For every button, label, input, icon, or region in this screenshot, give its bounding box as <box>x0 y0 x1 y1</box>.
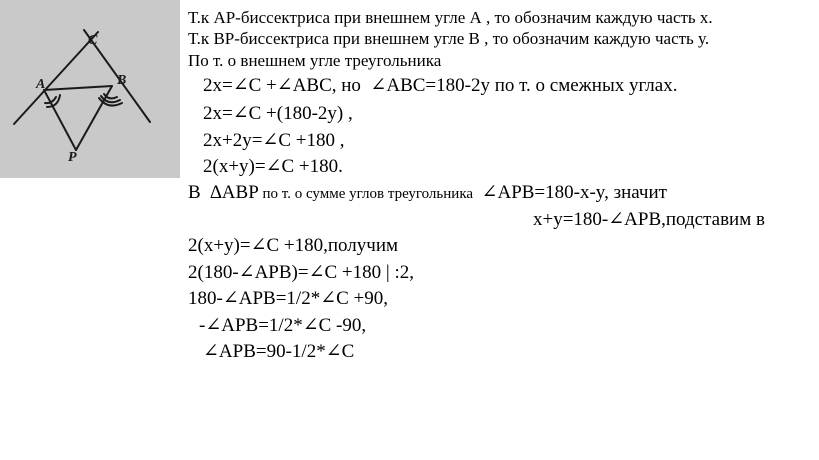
text-line-8-formula: ∠APB=180-x-y, значит <box>476 182 667 203</box>
text-line-12: 180-∠APB=1/2*∠C +90, <box>188 288 389 309</box>
line-ca <box>14 32 98 124</box>
text-line-3: По т. о внешнем угле треугольника <box>188 51 442 70</box>
text-line-4 <box>203 76 677 95</box>
text-line-8-note: по т. о сумме углов треугольника <box>258 186 477 202</box>
text-line-8-triangle: В ∆ABP <box>188 182 259 203</box>
segment-ab <box>44 86 112 90</box>
text-line-2: Т.к ВР-биссектриса при внешнем угле В , то обозначим каждую часть у. <box>188 29 710 48</box>
label-p: P <box>68 150 77 165</box>
text-line-6: 2x+2y=∠C +180 , <box>203 130 345 151</box>
text-line-7: 2(x+y)=∠C +180. <box>203 156 343 177</box>
triangle-diagram <box>0 0 180 178</box>
text-line-5: 2x=∠C +(180-2y) , <box>203 103 353 124</box>
text-line-1: Т.к АР-биссектриса при внешнем угле А , то обозначим каждую часть х. <box>188 8 713 27</box>
label-b: B <box>117 73 127 88</box>
text-line-10: 2(x+y)=∠C +180,получим <box>188 235 399 256</box>
text-line-11: 2(180-∠APB)=∠C +180 | :2, <box>188 262 414 283</box>
text-line-9: x+y=180-∠APB,подставим в <box>533 209 765 230</box>
text-line-8 <box>188 183 667 202</box>
text-line-4-formula: 2x=∠C +∠ABC, но ∠ABC=180-2y <box>203 75 490 96</box>
label-a: A <box>36 77 46 92</box>
triangle-figure <box>0 0 180 178</box>
text-line-13: -∠APB=1/2*∠C -90, <box>199 315 367 336</box>
text-line-4-note: по т. о смежных углах. <box>489 75 678 96</box>
label-c: C <box>88 33 98 48</box>
text-line-14: ∠APB=90-1/2*∠C <box>203 341 355 362</box>
